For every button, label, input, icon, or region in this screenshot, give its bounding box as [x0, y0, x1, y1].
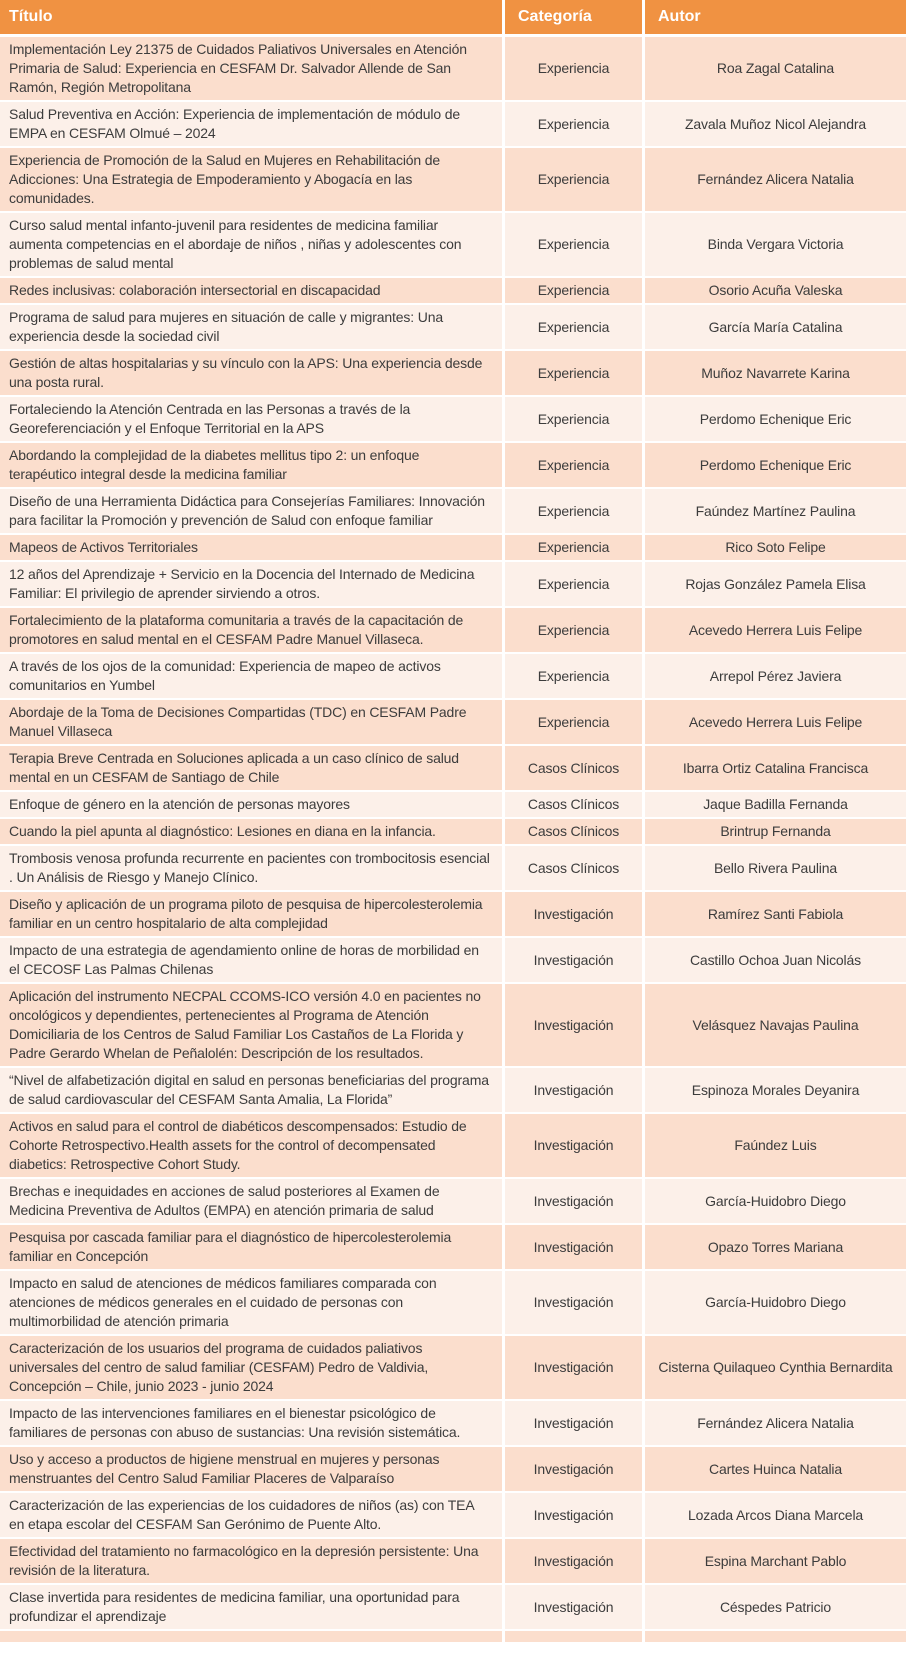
- title-text: Programa de salud para mujeres en situación de calle y migrantes: Una experiencia desde la sociedad civil: [9, 309, 443, 344]
- table-row: [0, 1493, 906, 1539]
- author-cell: [645, 1114, 906, 1177]
- category-cell: [505, 102, 645, 146]
- author-text: Arrepol Pérez Javiera: [709, 667, 842, 684]
- author-cell: [645, 608, 906, 652]
- category-text: Experiencia: [537, 621, 610, 638]
- title-text: Cuando la piel apunta al diagnóstico: Lesiones en diana en la infancia.: [9, 823, 436, 839]
- table-row: [0, 397, 906, 443]
- author-text: Castillo Ochoa Juan Nicolás: [689, 951, 862, 968]
- author-cell: [645, 1271, 906, 1334]
- category-text: Investigación: [533, 1081, 614, 1098]
- category-cell: [505, 278, 645, 303]
- title-text: Mapeos de Activos Territoriales: [9, 539, 198, 555]
- title-text: Aplicación del instrumento NECPAL CCOMS-ICO versión 4.0 en pacientes no oncológicos y dependientes, pertenecientes al Programa de Atención Domiciliaria de los Centros de Salud Familiar Los Castaños de La Florida y Padre Gerardo Whelan de Peñalolén: Descripción de los resultados.: [9, 988, 481, 1061]
- category-cell: [505, 1447, 645, 1491]
- category-cell: [505, 792, 645, 817]
- category-text: Investigación: [533, 1238, 614, 1255]
- author-cell: [645, 489, 906, 533]
- author-cell: [645, 819, 906, 844]
- title-text: Redes inclusivas: colaboración intersectorial en discapacidad: [9, 282, 381, 298]
- title-text: Abordando la complejidad de la diabetes mellitus tipo 2: un enfoque terapéutico integral desde la medicina familiar: [9, 447, 420, 482]
- table-row: [0, 148, 906, 213]
- title-cell: [0, 305, 505, 349]
- category-text: Casos Clínicos: [527, 859, 620, 876]
- author-text: Rico Soto Felipe: [725, 539, 826, 555]
- author-text: Acevedo Herrera Luis Felipe: [688, 713, 863, 730]
- category-text: Experiencia: [537, 456, 610, 473]
- title-text: Uso y acceso a productos de higiene menstrual en mujeres y personas menstruantes del Centro Salud Familiar Placeres de Valparaíso: [9, 1451, 440, 1486]
- table-body: [0, 37, 906, 1644]
- category-text: Investigación: [533, 1192, 614, 1209]
- category-text: Investigación: [533, 1506, 614, 1523]
- title-text: Enfoque de género en la atención de personas mayores: [9, 796, 350, 812]
- author-text: García-Huidobro Diego: [705, 1294, 846, 1310]
- table-row: [0, 746, 906, 792]
- title-cell: [0, 700, 505, 744]
- title-cell: [0, 892, 505, 936]
- table-row: [0, 489, 906, 535]
- table-row: [0, 1631, 906, 1644]
- table-row: [0, 351, 906, 397]
- author-cell: [645, 397, 906, 441]
- author-cell: [645, 1447, 906, 1491]
- title-cell: [0, 746, 505, 790]
- category-text: Investigación: [533, 951, 614, 968]
- title-text: Abordaje de la Toma de Decisiones Compartidas (TDC) en CESFAM Padre Manuel Villaseca: [9, 704, 467, 739]
- category-text: Experiencia: [537, 60, 610, 76]
- author-cell: [645, 1068, 906, 1112]
- author-text: Faúndez Luis: [734, 1137, 817, 1153]
- category-cell: [505, 397, 645, 441]
- title-text: Caracterización de las experiencias de los cuidadores de niños (as) con TEA en etapa escolar del CESFAM San Gerónimo de Puente Alto.: [9, 1497, 474, 1532]
- table-row: [0, 562, 906, 608]
- category-text: Experiencia: [537, 502, 610, 519]
- author-text: Bello Rivera Paulina: [713, 859, 838, 876]
- category-text: Experiencia: [537, 318, 610, 335]
- title-text: Impacto de las intervenciones familiares en el bienestar psicológico de familiares de personas con abuso de sustancias: Una revisión sistemática.: [9, 1405, 461, 1440]
- category-cell: [505, 535, 645, 560]
- title-cell: [0, 1114, 505, 1177]
- category-cell: [505, 608, 645, 652]
- title-cell: [0, 278, 505, 303]
- table-row: [0, 278, 906, 305]
- author-cell: [645, 1336, 906, 1399]
- table-row: [0, 654, 906, 700]
- title-text: Activos en salud para el control de diabéticos descompensados: Estudio de Cohorte Retrospectivo.Health assets for the control of decompensated diabetics: Retrospective Cohort Study.: [9, 1118, 467, 1172]
- author-text: Brintrup Fernanda: [720, 823, 831, 839]
- category-cell: [505, 489, 645, 533]
- category-text: Investigación: [533, 1460, 614, 1477]
- author-cell: [645, 1493, 906, 1537]
- title-text: Impacto en salud de atenciones de médicos familiares comparada con atenciones de médicos generales en el cuidado de personas con multimorbilidad de atención primaria: [9, 1275, 437, 1329]
- category-cell: [505, 984, 645, 1066]
- table-row: [0, 1179, 906, 1225]
- author-cell: [645, 37, 906, 100]
- author-cell: [645, 1631, 906, 1642]
- category-cell: [505, 351, 645, 395]
- author-text: Lozada Arcos Diana Marcela: [687, 1506, 864, 1523]
- title-text: Terapia Breve Centrada en Soluciones aplicada a un caso clínico de salud mental en un CESFAM de Santiago de Chile: [9, 750, 459, 785]
- category-text: Casos Clínicos: [527, 796, 620, 812]
- author-cell: [645, 792, 906, 817]
- author-text: Rojas González Pamela Elisa: [685, 575, 866, 592]
- table-row: [0, 846, 906, 892]
- title-cell: [0, 351, 505, 395]
- category-text: Investigación: [533, 1016, 614, 1033]
- category-cell: [505, 1336, 645, 1399]
- author-cell: [645, 846, 906, 890]
- category-text: Investigación: [533, 1294, 614, 1310]
- author-text: Jaque Badilla Fernanda: [703, 796, 848, 812]
- title-text: Implementación Ley 21375 de Cuidados Paliativos Universales en Atención Primaria de Salud: Experiencia en CESFAM Dr. Salvador Allende de San Ramón, Región Metropolitana: [9, 41, 467, 95]
- table-row: [0, 37, 906, 102]
- author-cell: [645, 984, 906, 1066]
- author-cell: [645, 938, 906, 982]
- title-cell: [0, 562, 505, 606]
- category-text: Experiencia: [537, 575, 610, 592]
- category-text: Experiencia: [537, 236, 610, 252]
- category-cell: [505, 1225, 645, 1269]
- category-text: Experiencia: [537, 713, 610, 730]
- category-text: Investigación: [533, 1137, 614, 1153]
- table-row: [0, 1539, 906, 1585]
- table-row: [0, 102, 906, 148]
- title-cell: [0, 654, 505, 698]
- author-text: García María Catalina: [708, 318, 843, 335]
- author-text: Fernández Alicera Natalia: [697, 1414, 854, 1431]
- title-cell: [0, 1225, 505, 1269]
- author-cell: [645, 1401, 906, 1445]
- column-header-categoria: Categoría: [505, 0, 645, 34]
- table-row: [0, 792, 906, 819]
- author-cell: [645, 1539, 906, 1583]
- title-cell: [0, 1447, 505, 1491]
- title-cell: [0, 1336, 505, 1399]
- author-cell: [645, 278, 906, 303]
- title-cell: [0, 535, 505, 560]
- category-cell: [505, 1179, 645, 1223]
- table-row: [0, 213, 906, 278]
- table-header-row: [0, 0, 906, 37]
- table-row: [0, 700, 906, 746]
- column-header-titulo: Título: [0, 0, 505, 34]
- category-cell: [505, 1631, 645, 1642]
- table-row: [0, 1447, 906, 1493]
- category-text: Investigación: [533, 1414, 614, 1431]
- author-cell: [645, 535, 906, 560]
- author-text: Opazo Torres Mariana: [707, 1238, 844, 1255]
- author-text: Osorio Acuña Valeska: [708, 282, 843, 298]
- title-cell: [0, 1585, 505, 1629]
- table-row: [0, 984, 906, 1068]
- title-cell: [0, 819, 505, 844]
- category-cell: [505, 1114, 645, 1177]
- table-row: [0, 1585, 906, 1631]
- author-text: Perdomo Echenique Eric: [699, 456, 852, 473]
- title-text: Pesquisa por cascada familiar para el diagnóstico de hipercolesterolemia familiar en Concepción: [9, 1229, 452, 1264]
- title-cell: [0, 489, 505, 533]
- author-text: Faúndez Martínez Paulina: [695, 502, 856, 519]
- category-text: Investigación: [533, 1598, 614, 1615]
- title-text: 12 años del Aprendizaje + Servicio en la Docencia del Internado de Medicina Familiar: El privilegio de aprender sirviendo a otros.: [9, 566, 475, 601]
- author-cell: [645, 148, 906, 211]
- category-cell: [505, 700, 645, 744]
- category-cell: [505, 562, 645, 606]
- category-text: Investigación: [533, 1552, 614, 1569]
- title-text: Diseño y aplicación de un programa piloto de pesquisa de hipercolesterolemia familiar en un centro hospitalario de alta complejidad: [9, 896, 483, 931]
- table-row: [0, 819, 906, 846]
- author-text: Céspedes Patricio: [719, 1598, 832, 1615]
- author-text: Espina Marchant Pablo: [704, 1552, 847, 1569]
- author-cell: [645, 305, 906, 349]
- category-cell: [505, 1068, 645, 1112]
- author-text: Binda Vergara Victoria: [707, 236, 844, 252]
- author-text: Roa Zagal Catalina: [716, 60, 835, 76]
- category-cell: [505, 148, 645, 211]
- title-cell: [0, 213, 505, 276]
- category-cell: [505, 746, 645, 790]
- table-row: [0, 1225, 906, 1271]
- category-text: Experiencia: [537, 115, 610, 132]
- title-text: Diseño de una Herramienta Didáctica para Consejerías Familiares: Innovación para facilitar la Promoción y prevención de Salud con enfoque familiar: [9, 493, 485, 528]
- category-text: Experiencia: [537, 171, 610, 187]
- table-row: [0, 1068, 906, 1114]
- author-cell: [645, 1585, 906, 1629]
- column-header-autor: Autor: [645, 0, 906, 34]
- category-cell: [505, 37, 645, 100]
- category-cell: [505, 443, 645, 487]
- title-cell: [0, 443, 505, 487]
- category-text: Experiencia: [537, 282, 610, 298]
- title-cell: [0, 148, 505, 211]
- category-cell: [505, 892, 645, 936]
- title-text: Salud Preventiva en Acción: Experiencia de implementación de módulo de EMPA en CESFAM Olmué – 2024: [9, 106, 461, 141]
- category-cell: [505, 305, 645, 349]
- table-row: [0, 443, 906, 489]
- author-text: Espinoza Morales Deyanira: [691, 1081, 860, 1098]
- title-text: Gestión de altas hospitalarias y su vínculo con la APS: Una experiencia desde una posta rural.: [9, 355, 483, 390]
- title-cell: [0, 938, 505, 982]
- author-text: Acevedo Herrera Luis Felipe: [688, 621, 863, 638]
- category-text: Experiencia: [537, 364, 610, 381]
- category-cell: [505, 1401, 645, 1445]
- author-cell: [645, 213, 906, 276]
- title-text: “Nivel de alfabetización digital en salud en personas beneficiarias del programa de salud cardiovascular del CESFAM Santa Amalia, La Florida”: [9, 1072, 489, 1107]
- category-cell: [505, 846, 645, 890]
- title-text: Efectividad del tratamiento no farmacológico en la depresión persistente: Una revisión de la literatura.: [9, 1543, 479, 1578]
- author-cell: [645, 102, 906, 146]
- title-cell: [0, 102, 505, 146]
- author-cell: [645, 351, 906, 395]
- author-text: García-Huidobro Diego: [705, 1192, 846, 1209]
- title-cell: [0, 1179, 505, 1223]
- category-text: Investigación: [533, 1359, 614, 1375]
- title-cell: [0, 608, 505, 652]
- category-cell: [505, 213, 645, 276]
- title-text: Trombosis venosa profunda recurrente en pacientes con trombocitosis esencial . Un Análisis de Riesgo y Manejo Clínico.: [9, 850, 490, 885]
- title-text: Clase invertida para residentes de medicina familiar, una oportunidad para profundizar el aprendizaje: [9, 1589, 460, 1624]
- category-text: Experiencia: [537, 667, 610, 684]
- title-text: A través de los ojos de la comunidad: Experiencia de mapeo de activos comunitarios en Yumbel: [9, 658, 441, 693]
- author-cell: [645, 443, 906, 487]
- author-text: Fernández Alicera Natalia: [697, 171, 854, 187]
- category-text: Investigación: [533, 905, 614, 922]
- table-row: [0, 608, 906, 654]
- category-cell: [505, 819, 645, 844]
- table-row: [0, 1271, 906, 1336]
- table-row: [0, 892, 906, 938]
- title-cell: [0, 397, 505, 441]
- title-cell: [0, 792, 505, 817]
- title-cell: [0, 1493, 505, 1537]
- title-text: Fortaleciendo la Atención Centrada en las Personas a través de la Georeferenciación y el Enfoque Territorial en la APS: [9, 401, 411, 436]
- category-text: Casos Clínicos: [527, 759, 620, 776]
- table-row: [0, 535, 906, 562]
- author-text: Perdomo Echenique Eric: [699, 410, 852, 427]
- category-cell: [505, 1539, 645, 1583]
- author-text: Cisterna Quilaqueo Cynthia Bernardita: [658, 1359, 893, 1375]
- author-text: Velásquez Navajas Paulina: [692, 1016, 859, 1033]
- title-cell: [0, 1401, 505, 1445]
- title-cell: [0, 984, 505, 1066]
- category-text: Experiencia: [537, 410, 610, 427]
- title-text: Brechas e inequidades en acciones de salud posteriores al Examen de Medicina Preventiva de Adultos (EMPA) en atención primaria de salud: [9, 1183, 440, 1218]
- title-cell: [0, 1539, 505, 1583]
- table-row: [0, 1114, 906, 1179]
- category-text: Casos Clínicos: [527, 823, 620, 839]
- author-text: Ibarra Ortiz Catalina Francisca: [682, 759, 869, 776]
- table-row: [0, 1401, 906, 1447]
- table-row: [0, 305, 906, 351]
- title-text: Caracterización de los usuarios del programa de cuidados paliativos universales del centro de salud familiar (CESFAM) Pedro de Valdivia, Concepción – Chile, junio 2023 - junio 2024: [9, 1340, 429, 1394]
- table-row: [0, 1336, 906, 1401]
- author-cell: [645, 1225, 906, 1269]
- category-cell: [505, 1585, 645, 1629]
- title-cell: [0, 37, 505, 100]
- author-cell: [645, 562, 906, 606]
- title-cell: [0, 1068, 505, 1112]
- author-text: Zavala Muñoz Nicol Alejandra: [684, 115, 866, 132]
- author-text: Ramírez Santi Fabiola: [707, 905, 844, 922]
- category-text: Experiencia: [537, 539, 610, 555]
- category-cell: [505, 938, 645, 982]
- author-text: Cartes Huinca Natalia: [708, 1460, 843, 1477]
- title-cell: [0, 1631, 505, 1642]
- author-cell: [645, 892, 906, 936]
- author-cell: [645, 700, 906, 744]
- title-text: Curso salud mental infanto-juvenil para residentes de medicina familiar aumenta competencias en el abordaje de niños , niñas y adolescentes con problemas de salud mental: [9, 217, 462, 271]
- table-row: [0, 938, 906, 984]
- category-cell: [505, 654, 645, 698]
- author-cell: [645, 746, 906, 790]
- title-text: Fortalecimiento de la plataforma comunitaria a través de la capacitación de promotores en salud mental en el CESFAM Padre Manuel Villaseca.: [9, 612, 464, 647]
- title-text: Experiencia de Promoción de la Salud en Mujeres en Rehabilitación de Adicciones: Una Estrategia de Empoderamiento y Abogacía en las comunidades.: [9, 152, 441, 206]
- title-text: Impacto de una estrategia de agendamiento online de horas de morbilidad en el CECOSF Las Palmas Chilenas: [9, 942, 479, 977]
- author-text: Muñoz Navarrete Karina: [701, 364, 850, 381]
- category-cell: [505, 1493, 645, 1537]
- author-cell: [645, 1179, 906, 1223]
- author-cell: [645, 654, 906, 698]
- title-cell: [0, 846, 505, 890]
- title-cell: [0, 1271, 505, 1334]
- category-cell: [505, 1271, 645, 1334]
